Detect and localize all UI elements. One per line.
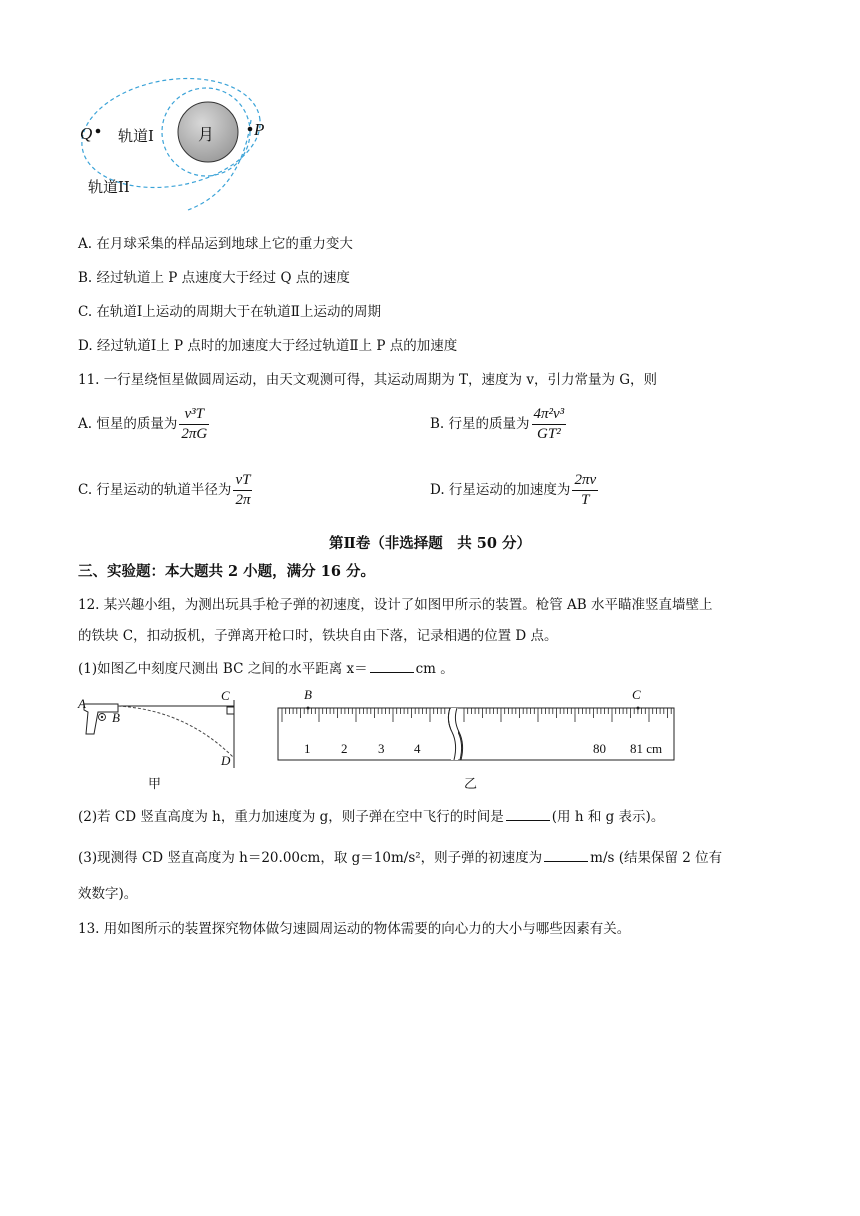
ruler-num-3: 3	[378, 741, 385, 756]
q12-sub3-cont: 效数字)。	[78, 886, 138, 902]
gun-label-d: D	[221, 753, 231, 768]
ruler-label-c: C	[632, 687, 641, 702]
ruler-num-1: 1	[304, 741, 311, 756]
gun-label-b: B	[112, 710, 120, 725]
moon-label: 月	[198, 125, 215, 144]
q11-option-c	[78, 472, 252, 509]
q11-d-fraction: $\frac{2\pi v}{T}$	[574, 472, 597, 508]
point-p	[248, 127, 253, 132]
ruler-label-b: B	[304, 687, 312, 702]
q12-line1: 12. 某兴趣小组，为测出玩具手枪子弹的初速度，设计了如图甲所示的装置。枪管 AB 水平瞄准竖直墙壁上	[78, 597, 713, 613]
q12-sub3: (3)现测得 CD 竖直高度为 h＝20.00cm，取 g＝10m/s²，则子弹的初速度为 m/s (结果保留 2 位有	[78, 850, 723, 866]
q11-c-fraction: $\frac{vT}{2\pi}$	[235, 472, 251, 508]
answer-blank-1[interactable]	[370, 672, 414, 673]
ruler-num-4: 4	[414, 741, 421, 756]
q10-option-c: C. 在轨道Ⅰ上运动的周期大于在轨道Ⅱ上运动的周期	[78, 304, 381, 320]
ruler-figure	[276, 700, 676, 762]
ruler-num-81: 81 cm	[630, 741, 663, 756]
q13-stem: 13. 用如图所示的装置探究物体做匀速圆周运动的物体需要的向心力的大小与哪些因素有关。	[78, 921, 631, 937]
q10-option-a: A. 在月球采集的样品运到地球上它的重力变大	[78, 236, 353, 252]
q10-option-d: D. 经过轨道Ⅰ上 P 点时的加速度大于经过轨道Ⅱ上 P 点的加速度	[78, 338, 458, 354]
section3-title: 三、实验题：本大题共 2 小题，满分 16 分。	[78, 563, 375, 580]
q11-option-b	[430, 406, 566, 443]
q11-option-a	[78, 406, 209, 443]
q10-option-b: B. 经过轨道上 P 点速度大于经过 Q 点的速度	[78, 270, 350, 286]
q11-option-d	[430, 472, 598, 509]
section2-title: 第Ⅱ卷（非选择题 共 50 分）	[329, 535, 531, 552]
p-label: P	[254, 120, 265, 139]
answer-blank-2[interactable]	[506, 820, 550, 821]
gun-label-c: C	[221, 688, 230, 703]
ruler-num-2: 2	[341, 741, 348, 756]
orbit1-label: 轨道I	[118, 127, 154, 145]
figure-jia-caption: 甲	[148, 777, 162, 792]
q12-sub2: (2)若 CD 竖直高度为 h，重力加速度为 g，则子弹在空中飞行的时间是 (用 h 和 g 表示)。	[78, 809, 665, 825]
q11-b-fraction: $\frac{\text{4π²v³}}{\text{GT²}}$	[533, 406, 565, 442]
ruler-num-80: 80	[593, 741, 606, 756]
q12-sub1: (1)如图乙中刻度尺测出 BC 之间的水平距离 x＝ cm 。	[78, 661, 454, 677]
point-q	[96, 129, 101, 134]
q11-b-prefix: B. 行星的质量为	[430, 416, 530, 432]
gun-label-a: A	[78, 696, 86, 711]
q12-line2: 的铁块 C，扣动扳机，子弹离开枪口时，铁块自由下落，记录相遇的位置 D 点。	[78, 628, 558, 644]
answer-blank-3[interactable]	[544, 861, 588, 862]
q11-c-prefix: C. 行星运动的轨道半径为	[78, 482, 232, 498]
q-label: Q	[80, 124, 93, 143]
q11-d-prefix: D. 行星运动的加速度为	[430, 482, 571, 498]
orbit2-label: 轨道II	[88, 178, 130, 196]
q11-stem: 11. 一行星绕恒星做圆周运动，由天文观测可得，其运动周期为 T，速度为 v，引力常量为 G，则	[78, 372, 658, 388]
q11-a-fraction: $\frac{\text{v³T}}{2\pi G}$	[181, 406, 208, 442]
q11-a-prefix: A. 恒星的质量为	[78, 416, 178, 432]
figure-yi-caption: 乙	[464, 777, 478, 792]
